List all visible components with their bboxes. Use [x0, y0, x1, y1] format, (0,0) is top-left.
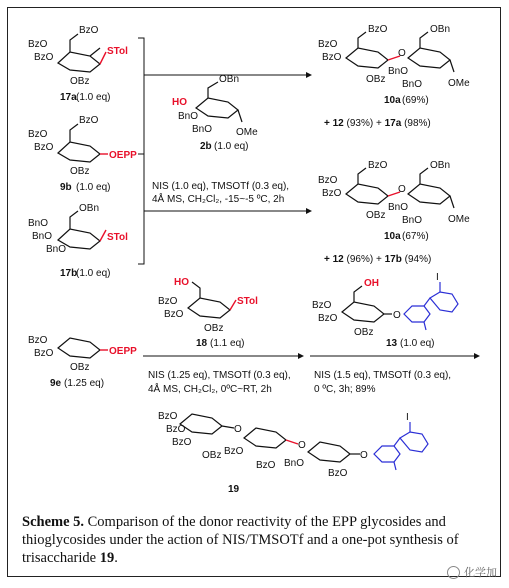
conditions-step2-line2: 4Å MS, CH₂Cl₂, 0ºC~RT, 2h	[148, 384, 272, 395]
compound-number: 10a	[384, 231, 401, 242]
compound-9e	[28, 335, 137, 389]
label-sub: BnO	[28, 218, 49, 229]
label-sub: BzO	[322, 188, 342, 199]
compound-10a-bottom	[318, 160, 470, 242]
conditions-step1-line2: 4Å MS, CH₂Cl₂, -15~-5 ºC, 2h	[152, 194, 285, 205]
caption-compound: 19	[99, 550, 115, 566]
glycosidic-o: O	[360, 450, 368, 461]
label-sub: OBz	[202, 450, 222, 461]
label-sub: BzO	[28, 129, 48, 140]
label-sub: BzO	[172, 437, 192, 448]
label-sub: OMe	[448, 78, 470, 89]
label-sub: OBn	[79, 203, 100, 214]
glycosidic-o: O	[398, 184, 406, 195]
leaving-group: OEPP	[109, 346, 137, 357]
label-sub: BzO	[318, 39, 338, 50]
compound-eq: (1.0 eq)	[76, 92, 111, 103]
conditions-step3-line2: 0 ºC, 3h; 89%	[314, 384, 376, 395]
compound-17a	[28, 25, 128, 103]
watermark	[447, 564, 497, 580]
compound-18	[158, 277, 258, 349]
label-sub: BnO	[402, 215, 423, 226]
caption-label: Scheme 5.	[22, 514, 85, 530]
label-sub: BzO	[312, 300, 332, 311]
compound-number: 19	[228, 484, 240, 495]
label-sub: OBn	[430, 160, 451, 171]
label-sub: BzO	[34, 348, 54, 359]
conditions-step1-line1: NIS (1.0 eq), TMSOTf (0.3 eq),	[152, 181, 290, 192]
label-sub: BzO	[368, 160, 388, 171]
label-sub: BnO	[32, 231, 53, 242]
compound-19	[158, 411, 428, 495]
label-sub: BnO	[388, 202, 409, 213]
wechat-icon	[447, 566, 460, 579]
caption-end: .	[114, 550, 118, 566]
label-sub: BnO	[284, 458, 305, 469]
label-sub: BnO	[388, 66, 409, 77]
label-sub: BzO	[318, 175, 338, 186]
label-sub: BzO	[79, 25, 99, 36]
compound-number: 9b	[60, 182, 72, 193]
label-hydroxyl: HO	[174, 277, 189, 288]
compound-eq: (1.1 eq)	[210, 338, 245, 349]
label-sub: BzO	[166, 424, 186, 435]
label-sub: BzO	[28, 335, 48, 346]
compound-number: 17b	[60, 268, 78, 279]
scheme-frame	[7, 7, 501, 577]
label-sub: OBz	[70, 362, 90, 373]
label-sub: BnO	[178, 111, 199, 122]
byproducts-2: + 12 (96%) + 17b (94%)	[324, 254, 432, 265]
label-iodo: I	[436, 272, 439, 283]
compound-13	[312, 272, 458, 349]
label-sub: BzO	[158, 296, 178, 307]
label-hydroxyl: OH	[364, 278, 379, 289]
label-sub: BzO	[34, 142, 54, 153]
label-sub: BzO	[34, 52, 54, 63]
byproducts-1: + 12 (93%) + 17a (98%)	[324, 118, 431, 129]
caption-text: Comparison of the donor reactivity of the EPP glycosides and thioglycosides under the action of NIS/TMSOTf and a one-pot synthesis of trisaccharide	[22, 514, 459, 566]
label-sub: OBz	[366, 74, 386, 85]
label-sub: BnO	[402, 79, 423, 90]
label-sub: BzO	[318, 313, 338, 324]
reaction-scheme	[8, 8, 502, 508]
compound-number: 17a	[60, 92, 77, 103]
compound-yield: (69%)	[402, 95, 429, 106]
label-sub: BzO	[158, 411, 178, 422]
label-sub: OMe	[448, 214, 470, 225]
label-sub: OBn	[430, 24, 451, 35]
label-sub: BzO	[368, 24, 388, 35]
glycosidic-o: O	[234, 424, 242, 435]
compound-number: 13	[386, 338, 398, 349]
label-sub: OBz	[366, 210, 386, 221]
compound-number: 9e	[50, 378, 62, 389]
compound-2b	[172, 74, 258, 152]
label-sub: BzO	[28, 39, 48, 50]
label-sub: BzO	[224, 446, 244, 457]
donor-bracket	[138, 38, 144, 264]
glycosidic-o: O	[393, 310, 401, 321]
conditions-step3-line1: NIS (1.5 eq), TMSOTf (0.3 eq),	[314, 370, 452, 381]
leaving-group: STol	[107, 232, 128, 243]
label-sub: BzO	[256, 460, 276, 471]
label-iodo: I	[406, 412, 409, 423]
label-sub: OBz	[70, 166, 90, 177]
scheme-caption	[22, 513, 500, 567]
label-sub: BzO	[164, 309, 184, 320]
compound-number: 2b	[200, 141, 212, 152]
label-sub: BzO	[322, 52, 342, 63]
compound-9b	[28, 115, 137, 193]
compound-yield: (67%)	[402, 231, 429, 242]
compound-number: 18	[196, 338, 208, 349]
compound-eq: (1.0 eq)	[76, 182, 111, 193]
label-sub: OBz	[354, 327, 374, 338]
compound-10a-top	[318, 24, 470, 106]
label-sub: OBn	[219, 74, 240, 85]
conditions-step2-line1: NIS (1.25 eq), TMSOTf (0.3 eq),	[148, 370, 291, 381]
label-sub: BnO	[192, 124, 213, 135]
label-sub: BzO	[79, 115, 99, 126]
leaving-group: STol	[237, 296, 258, 307]
compound-eq: (1.0 eq)	[400, 338, 435, 349]
label-hydroxyl: HO	[172, 97, 187, 108]
leaving-group: STol	[107, 46, 128, 57]
compound-17b	[28, 203, 128, 279]
label-sub: BnO	[46, 244, 67, 255]
watermark-text: 化学加	[464, 566, 497, 579]
label-sub: BzO	[328, 468, 348, 479]
compound-eq: (1.25 eq)	[64, 378, 105, 389]
compound-eq: (1.0 eq)	[76, 268, 111, 279]
compound-eq: (1.0 eq)	[214, 141, 249, 152]
glycosidic-o: O	[398, 48, 406, 59]
compound-number: 10a	[384, 95, 401, 106]
leaving-group: OEPP	[109, 150, 137, 161]
label-sub: OMe	[236, 127, 258, 138]
glycosidic-o: O	[298, 440, 306, 451]
label-sub: OBz	[204, 323, 224, 334]
label-sub: OBz	[70, 76, 90, 87]
